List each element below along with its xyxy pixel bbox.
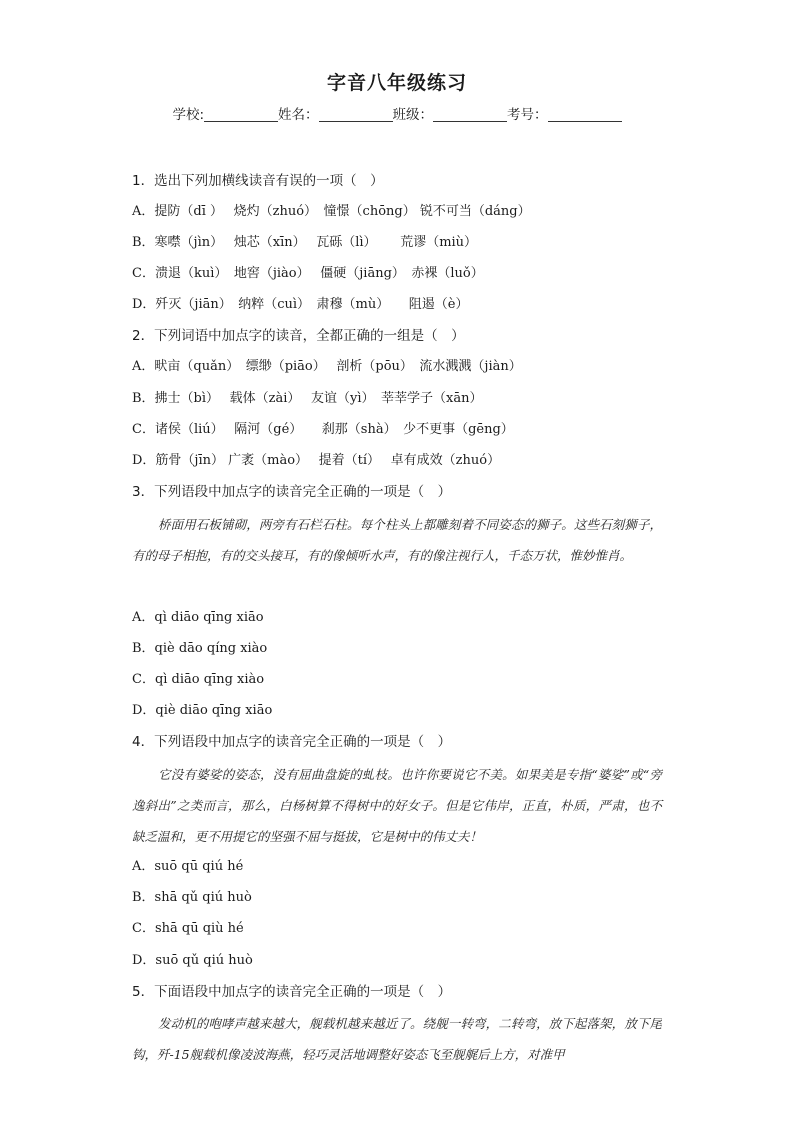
- student-info-line: [0, 103, 794, 123]
- question-3-stem: 3．下列语段中加点字的读音完全正确的一项是（ ）: [132, 484, 452, 500]
- question-4-option-c[interactable]: C．shā qū qiù hé: [132, 921, 244, 936]
- question-4-option-a[interactable]: A．suō qū qiú hé: [132, 859, 244, 874]
- question-2-option-b[interactable]: B．拂士（bì） 载体（zài） 友谊（yì） 莘莘学子（xān）: [132, 391, 483, 406]
- question-4-passage: [132, 759, 662, 852]
- question-2-option-c[interactable]: C．诸侯（liú） 隔河（gé） 刹那（shà） 少不更事（gēng）: [132, 422, 514, 437]
- name-label: 姓名：: [278, 107, 319, 123]
- question-2-option-d[interactable]: D．筋骨（jīn） 广袤（mào） 提着（tí） 卓有成效（zhuó）: [132, 453, 501, 468]
- question-5-passage: [132, 1008, 662, 1072]
- question-2-option-a[interactable]: A．畎亩（quǎn） 缥缈（piāo） 剖析（pōu） 流水溅溅（jiàn）: [132, 359, 522, 374]
- question-1-option-d[interactable]: D．歼灭（jiān） 纳粹（cuì） 肃穆（mù） 阻遏（è）: [132, 297, 469, 312]
- question-2-stem: 2．下列词语中加点字的读音，全都正确的一组是（ ）: [132, 328, 465, 344]
- school-blank[interactable]: [204, 107, 278, 122]
- exam-number-blank[interactable]: [548, 107, 622, 122]
- question-3-option-a[interactable]: A．qì diāo qīng xiāo: [132, 610, 264, 625]
- school-label: 学校:: [172, 107, 205, 123]
- question-4-option-b[interactable]: B．shā qǔ qiú huò: [132, 890, 252, 905]
- question-1-option-a[interactable]: A．提防（dī ） 烧灼（zhuó） 憧憬（chōng） 锐不可当（dáng）: [132, 204, 531, 219]
- name-blank[interactable]: [319, 107, 393, 122]
- question-1-stem: 1．选出下列加横线读音有误的一项（ ）: [132, 173, 384, 189]
- question-3-option-d[interactable]: D．qiè diāo qīng xiāo: [132, 703, 273, 718]
- question-1-option-c[interactable]: C．溃退（kuì） 地窖（jiào） 僵硬（jiāng） 赤裸（luǒ）: [132, 266, 484, 281]
- class-label: 班级：: [392, 107, 434, 123]
- exam-number-label: 考号：: [507, 107, 548, 123]
- question-4-option-d[interactable]: D．suō qǔ qiú huò: [132, 953, 253, 968]
- question-3-passage-text: 桥面用石板铺砌，两旁有石栏石柱。每个柱头上都雕刻着不同姿态的狮子。这些石刻狮子，有的母子相抱，有的交头接耳，有的像倾听水声，有的像注视行人，千态万状，惟妙惟肖。: [132, 517, 662, 563]
- page-title: 字音八年级练习: [326, 72, 467, 94]
- question-3-option-b[interactable]: B．qiè dāo qíng xiào: [132, 641, 268, 656]
- question-3-option-c[interactable]: C．qì diāo qīng xiào: [132, 672, 265, 687]
- question-4-stem: 4．下列语段中加点字的读音完全正确的一项是（ ）: [132, 734, 452, 750]
- question-1-option-b[interactable]: B．寒噤（jìn） 烛芯（xīn） 瓦砾（lì） 荒谬（miù）: [132, 235, 478, 250]
- question-5-stem: 5．下面语段中加点字的读音完全正确的一项是（ ）: [132, 984, 452, 1000]
- question-3-passage: [132, 509, 662, 571]
- question-5-passage-text: 发动机的咆哮声越来越大，舰载机越来越近了。绕舰一转弯，二转弯，放下起落架，放下尾钩，歼-15舰载机像凌波海燕，轻巧灵活地调整好姿态飞至舰艉后上方，对准甲: [132, 1016, 662, 1062]
- question-4-passage-text: 它没有婆娑的姿态，没有屈曲盘旋的虬枝。也许你要说它不美。如果美是专指“婆娑”或“旁逸斜出”之类而言，那么，白杨树算不得树中的好女子。但是它伟岸，正直，朴质，严肃，也不缺乏温和，更不用提它的坚强不屈与挺拔，它是树中的伟丈夫！: [132, 767, 662, 844]
- class-blank[interactable]: [433, 107, 507, 122]
